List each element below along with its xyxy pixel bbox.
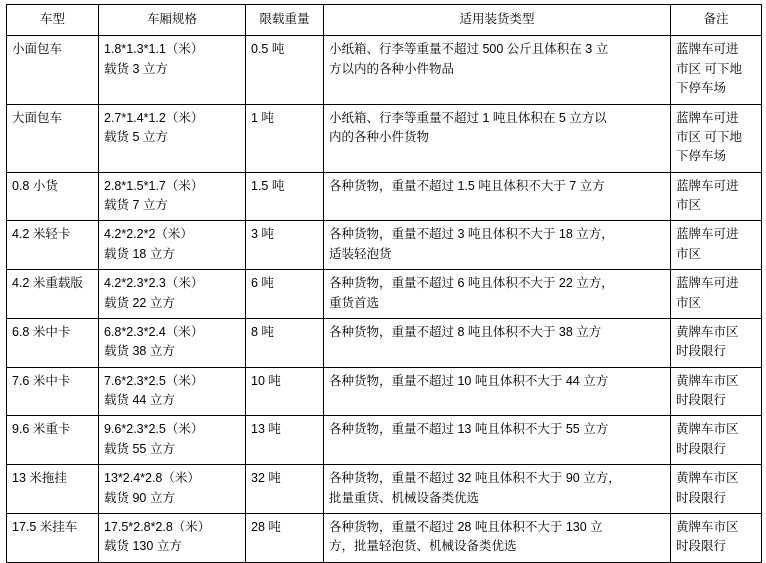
cell-cabin-spec-line: 4.2*2.3*2.3（米） <box>104 276 204 291</box>
cell-cabin-spec-line: 1.8*1.3*1.1（米） <box>104 42 204 57</box>
cell-cabin-spec <box>99 36 246 104</box>
cell-cargo-type-line: 各种货物，重量不超过 10 吨且体积不大于 44 立方 <box>329 373 609 388</box>
cell-cargo-type-line: 各种货物，重量不超过 13 吨且体积不大于 55 立方 <box>329 422 609 437</box>
cell-vehicle-type: 6.8 米中卡 <box>7 318 99 367</box>
cell-remark-line: 时段限行 <box>676 441 727 456</box>
cell-remark-line: 黄牌车市区 <box>676 373 739 388</box>
cell-load-limit: 28 吨 <box>246 513 324 562</box>
cell-remark <box>671 367 762 416</box>
cell-cabin-spec-line: 9.6*2.3*2.5（米） <box>104 422 204 437</box>
cell-cabin-spec-line: 载货 55 立方 <box>104 441 175 456</box>
cell-remark-line: 时段限行 <box>676 393 727 407</box>
cell-remark-line: 时段限行 <box>676 490 727 505</box>
cell-cabin-spec-line: 载货 3 立方 <box>104 61 168 76</box>
cell-remark-line: 蓝牌车可进 <box>676 42 739 57</box>
cell-vehicle-type: 小面包车 <box>7 36 99 104</box>
cell-remark-line: 下停车场 <box>676 149 727 164</box>
cell-cargo-type <box>324 221 671 270</box>
cell-cargo-type <box>324 36 671 104</box>
cell-cabin-spec-line: 载货 7 立方 <box>104 198 168 212</box>
cell-cargo-type-line: 各种货物，重量不超过 28 吨且体积不大于 130 立 <box>329 519 603 534</box>
cell-cargo-type-line: 各种货物，重量不超过 1.5 吨且体积不大于 7 立方 <box>329 178 605 193</box>
cell-cargo-type <box>324 104 671 172</box>
table-row <box>7 367 762 416</box>
cell-cabin-spec-line: 17.5*2.8*2.8（米） <box>104 519 211 534</box>
cell-cabin-spec-line: 载货 44 立方 <box>104 393 175 407</box>
cell-remark <box>671 221 762 270</box>
cell-load-limit: 32 吨 <box>246 465 324 514</box>
column-header-cargo-type: 适用装货类型 <box>324 5 671 36</box>
cell-cabin-spec-line: 13*2.4*2.8（米） <box>104 471 200 486</box>
table-header <box>7 5 762 36</box>
table-row <box>7 270 762 319</box>
cell-load-limit: 1.5 吨 <box>246 172 324 221</box>
cell-vehicle-type: 4.2 米重载版 <box>7 270 99 319</box>
cell-cabin-spec-line: 载货 5 立方 <box>104 129 168 144</box>
table-row <box>7 513 762 562</box>
cell-cargo-type-line: 各种货物，重量不超过 8 吨且体积不大于 38 立方 <box>329 324 602 339</box>
cell-remark-line: 下停车场 <box>676 81 727 96</box>
cell-remark <box>671 104 762 172</box>
table-row <box>7 318 762 367</box>
cell-cabin-spec <box>99 318 246 367</box>
cell-load-limit: 13 吨 <box>246 416 324 465</box>
cell-remark-line: 蓝牌车可进 <box>676 110 739 125</box>
cell-load-limit: 6 吨 <box>246 270 324 319</box>
cell-remark-line: 时段限行 <box>676 539 727 554</box>
cell-cargo-type-line: 重货首选 <box>329 295 380 310</box>
cell-remark-line: 市区 <box>676 198 702 212</box>
cell-vehicle-type: 17.5 米挂车 <box>7 513 99 562</box>
cell-remark <box>671 36 762 104</box>
cell-remark-line: 市区 可下地 <box>676 61 742 76</box>
cell-remark-line: 蓝牌车可进 <box>676 178 739 193</box>
table-row <box>7 104 762 172</box>
cell-remark-line: 黄牌车市区 <box>676 422 739 437</box>
cell-cabin-spec-line: 载货 130 立方 <box>104 539 182 554</box>
table-header-row <box>7 5 762 36</box>
table-row <box>7 36 762 104</box>
cell-vehicle-type: 7.6 米中卡 <box>7 367 99 416</box>
cell-remark-line: 市区 可下地 <box>676 129 742 144</box>
cell-cargo-type <box>324 367 671 416</box>
cell-remark <box>671 172 762 221</box>
column-header-vehicle-type: 车型 <box>7 5 99 36</box>
cell-remark-line: 市区 <box>676 295 702 310</box>
cell-cabin-spec <box>99 270 246 319</box>
cell-cabin-spec <box>99 104 246 172</box>
cell-cargo-type-line: 方，批量轻泡货、机械设备类优选 <box>329 539 517 554</box>
cell-cabin-spec-line: 载货 38 立方 <box>104 344 175 359</box>
cell-remark-line: 市区 <box>676 246 702 261</box>
cell-cabin-spec <box>99 465 246 514</box>
column-header-cabin-spec: 车厢规格 <box>99 5 246 36</box>
cell-vehicle-type: 9.6 米重卡 <box>7 416 99 465</box>
cell-cargo-type-line: 小纸箱、行李等重量不超过 500 公斤且体积在 3 立 <box>329 42 609 57</box>
cell-cabin-spec <box>99 367 246 416</box>
cell-cabin-spec-line: 2.7*1.4*1.2（米） <box>104 110 204 125</box>
cell-vehicle-type: 大面包车 <box>7 104 99 172</box>
cell-cargo-type-line: 各种货物，重量不超过 6 吨且体积不大于 22 立方， <box>329 276 614 291</box>
column-header-remark: 备注 <box>671 5 762 36</box>
cell-cargo-type <box>324 172 671 221</box>
cell-remark-line: 黄牌车市区 <box>676 519 739 534</box>
cell-cabin-spec-line: 4.2*2.2*2（米） <box>104 227 193 242</box>
cell-cabin-spec <box>99 221 246 270</box>
cell-remark <box>671 513 762 562</box>
vehicle-spec-table <box>6 4 762 563</box>
table-body <box>7 36 762 562</box>
cell-cargo-type <box>324 513 671 562</box>
cell-remark-line: 黄牌车市区 <box>676 471 739 486</box>
cell-cargo-type-line: 方以内的各种小件物品 <box>329 61 455 76</box>
cell-load-limit: 8 吨 <box>246 318 324 367</box>
cell-remark <box>671 318 762 367</box>
cell-remark <box>671 270 762 319</box>
cell-cargo-type <box>324 270 671 319</box>
cell-cargo-type-line: 内的各种小件货物 <box>329 129 430 144</box>
cell-remark <box>671 465 762 514</box>
table-row <box>7 416 762 465</box>
cell-cargo-type-line: 各种货物，重量不超过 3 吨且体积不大于 18 立方， <box>329 227 614 242</box>
cell-load-limit: 1 吨 <box>246 104 324 172</box>
column-header-load-limit: 限载重量 <box>246 5 324 36</box>
cell-remark-line: 时段限行 <box>676 344 727 359</box>
table-row <box>7 465 762 514</box>
cell-load-limit: 3 吨 <box>246 221 324 270</box>
cell-cargo-type-line: 适装轻泡货 <box>329 246 392 261</box>
cell-vehicle-type: 13 米拖挂 <box>7 465 99 514</box>
cell-cabin-spec <box>99 172 246 221</box>
cell-remark <box>671 416 762 465</box>
cell-cargo-type-line: 批量重货、机械设备类优选 <box>329 490 480 505</box>
cell-cabin-spec <box>99 416 246 465</box>
cell-cargo-type-line: 小纸箱、行李等重量不超过 1 吨且体积在 5 立方以 <box>329 110 607 125</box>
cell-cabin-spec-line: 7.6*2.3*2.5（米） <box>104 373 204 388</box>
cell-cargo-type <box>324 318 671 367</box>
cell-cabin-spec-line: 6.8*2.3*2.4（米） <box>104 324 204 339</box>
cell-cabin-spec <box>99 513 246 562</box>
table-row <box>7 172 762 221</box>
cell-remark-line: 蓝牌车可进 <box>676 276 739 291</box>
cell-remark-line: 黄牌车市区 <box>676 324 739 339</box>
cell-vehicle-type: 4.2 米轻卡 <box>7 221 99 270</box>
cell-load-limit: 10 吨 <box>246 367 324 416</box>
cell-remark-line: 蓝牌车可进 <box>676 227 739 242</box>
cell-cargo-type-line: 各种货物，重量不超过 32 吨且体积不大于 90 立方， <box>329 471 621 486</box>
table-row <box>7 221 762 270</box>
cell-cabin-spec-line: 载货 18 立方 <box>104 246 175 261</box>
cell-cabin-spec-line: 载货 90 立方 <box>104 490 175 505</box>
cell-cabin-spec-line: 载货 22 立方 <box>104 295 175 310</box>
cell-vehicle-type: 0.8 小货 <box>7 172 99 221</box>
cell-load-limit: 0.5 吨 <box>246 36 324 104</box>
cell-cargo-type <box>324 465 671 514</box>
cell-cabin-spec-line: 2.8*1.5*1.7（米） <box>104 178 204 193</box>
cell-cargo-type <box>324 416 671 465</box>
